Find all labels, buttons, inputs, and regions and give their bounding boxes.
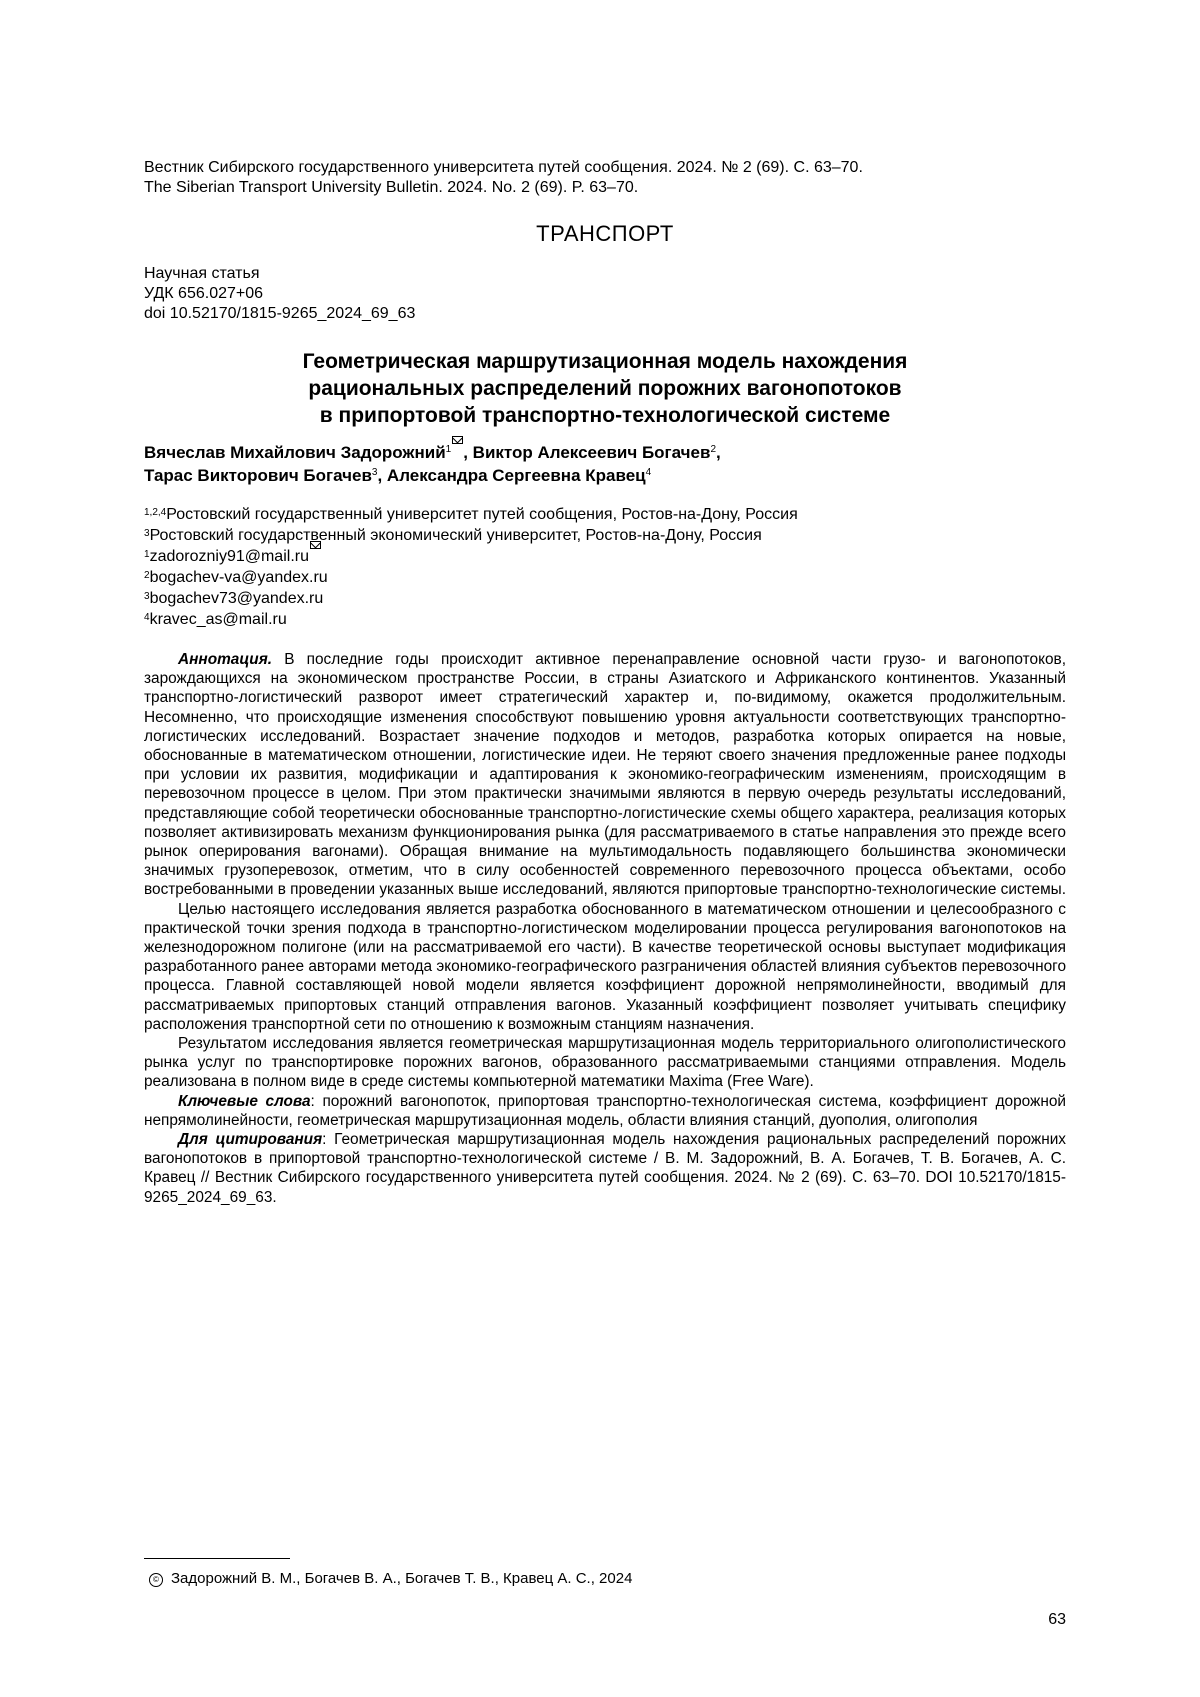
- title-line: Геометрическая маршрутизационная модель нахождения: [302, 350, 908, 373]
- author-sup: 3: [371, 467, 378, 478]
- journal-header: [144, 158, 863, 198]
- author-name: Александра Сергеевна Кравец: [386, 466, 646, 485]
- doi[interactable]: doi 10.52170/1815-9265_2024_69_63: [144, 305, 416, 322]
- author-name: Вячеслав Михайлович Задорожний: [144, 443, 446, 462]
- abstract-block: [144, 650, 1066, 1207]
- udk-code: УДК 656.027+06: [144, 285, 264, 302]
- author-sup: 2: [710, 444, 717, 455]
- abstract-paragraph: Аннотация. В последние годы происходит активное перенаправление основной части грузо- и вагонопотоков, зарождающихся на экономическом пространстве России, в страны Азиатского и Африканского континентов. Указанный транспортно-логистический разворот имеет стратегический характер и, по-видимому, окажется продолжительным. Несомненно, что происходящие изменения способствуют повышению уровня актуальности соответствующих транспортно-логистических исследований. Возрастает значение подходов и методов, разработка которых опирается на новые, обоснованные в математическом отношении, логистические идеи. Не теряют своего значения предложенные ранее подходы при условии их развития, модификации и адаптирования к экономико-географическим изменениям, происходящим в перевозочном процессе в целом. При этом практически значимыми являются в первую очередь результаты исследований, представляющие собой теоретически обоснованные транспортно-логистические схемы общего характера, реализация которых позволяет активизировать механизм функционирования рынка (для рассматриваемого в статье направления это прежде всего рынок оперирования вагонами). Обращая внимание на мультимодальность подавляющего большинства экономически значимых грузоперевозок, отметим, что в силу особенностей современного перевозочного процесса объектами, особо востребованными в проведении указанных выше исследований, являются припортовые транспортно-технологические системы.: [144, 651, 1067, 899]
- article-title: [144, 348, 1066, 429]
- email-link[interactable]: bogachev-va@yandex.ru: [149, 569, 328, 586]
- article-meta: [144, 264, 415, 324]
- footnote-divider: [144, 1558, 290, 1559]
- citation-label: Для цитирования: [178, 1131, 323, 1149]
- envelope-icon: [452, 436, 463, 444]
- title-line: в припортовой транспортно-технологической системе: [319, 404, 891, 427]
- citation: Для цитирования: Геометрическая маршрутизационная модель нахождения рациональных распределений порожних вагонопотоков в припортовой транспортно-технологической системе / В. М. Задорожний, В. А. Богачев, Т. В. Богачев, А. С. Кравец // Вестник Сибирского государственного университета путей сообщения. 2024. № 2 (69). С. 63–70. DOI 10.52170/1815-9265_2024_69_63.: [144, 1131, 1066, 1206]
- journal-citation-ru: Вестник Сибирского государственного университета путей сообщения. 2024. № 2 (69). С. 63–70.: [144, 159, 863, 176]
- journal-citation-en: The Siberian Transport University Bulletin. 2024. No. 2 (69). P. 63–70.: [144, 179, 639, 196]
- author-name: Тарас Викторович Богачев: [144, 466, 372, 485]
- copyright-text: Задорожний В. М., Богачев В. А., Богачев Т. В., Кравец А. С., 2024: [171, 1570, 633, 1587]
- authors-list: Вячеслав Михайлович Задорожний$^1$ , Виктор Алексеевич Богачев$^2$, Тарас Викторович Богачев$^3$, Александра Сергеевна Кравец$^4$: [144, 441, 721, 487]
- section-rubric: ТРАНСПОРТ: [536, 221, 674, 246]
- email-link[interactable]: kravec_as@mail.ru: [149, 611, 287, 628]
- envelope-icon: [310, 541, 321, 549]
- affiliation-item: $^3$Ростовский государственный экономический университет, Ростов-на-Дону, Россия: [144, 527, 762, 544]
- affiliations: [144, 504, 798, 630]
- abstract-label: Аннотация.: [178, 651, 273, 668]
- article-type: Научная статья: [144, 265, 260, 282]
- copyright-icon: ©: [149, 1573, 163, 1587]
- title-line: рациональных распределений порожних вагонопотоков: [308, 377, 902, 400]
- author-name: Виктор Алексеевич Богачев: [472, 443, 711, 462]
- copyright-footnote: [149, 1569, 632, 1589]
- email-item[interactable]: $^1$zadorozniy91@mail.ru: [144, 546, 798, 567]
- author-sup: 4: [645, 467, 652, 478]
- email-link[interactable]: zadorozniy91@mail.ru: [149, 548, 309, 565]
- keywords-label: Ключевые слова: [178, 1092, 311, 1110]
- email-item[interactable]: $^3$bogachev73@yandex.ru: [144, 590, 324, 607]
- email-link[interactable]: bogachev73@yandex.ru: [149, 590, 324, 607]
- page-number: 63: [1048, 1611, 1066, 1628]
- abstract-paragraph: Результатом исследования является геометрическая маршрутизационная модель территориального олигополистического рынка услуг по транспортировке порожних вагонов, образованного рассматриваемыми станциями отправления. Модель реализована в полном виде в среде системы компьютерной математики Maxima (Free Ware).: [144, 1035, 1066, 1091]
- author-sup: 1: [445, 444, 452, 455]
- affiliation-item: $^{1,2,4}$Ростовский государственный университет путей сообщения, Ростов-на-Дону, Россия: [144, 506, 798, 523]
- abstract-paragraph: Целью настоящего исследования является разработка обоснованного в математическом отношении и целесообразного с практической точки зрения подхода в транспортно-логистическом моделировании процесса регулирования вагонопотоков на железнодорожном полигоне (или на рассматриваемой его части). В качестве теоретической основы выступает модификация разработанного ранее авторами метода экономико-географического разграничения областей влияния субъектов перевозочного процесса. Главной составляющей новой модели является коэффициент дорожной непрямолинейности, вводимый для рассматриваемых припортовых станций отправления вагонов. Указанный коэффициент позволяет учитывать специфику расположения транспортной сети по отношению к возможным станциям назначения.: [144, 900, 1066, 1033]
- email-item[interactable]: $^2$bogachev-va@yandex.ru: [144, 569, 328, 586]
- keywords: Ключевые слова: порожний вагонопоток, припортовая транспортно-технологическая система, коэффициент дорожной непрямолинейности, геометрическая маршрутизационная модель, области влияния станций, дуополия, олигополия: [144, 1092, 1067, 1129]
- email-item[interactable]: $^4$kravec_as@mail.ru: [144, 611, 287, 628]
